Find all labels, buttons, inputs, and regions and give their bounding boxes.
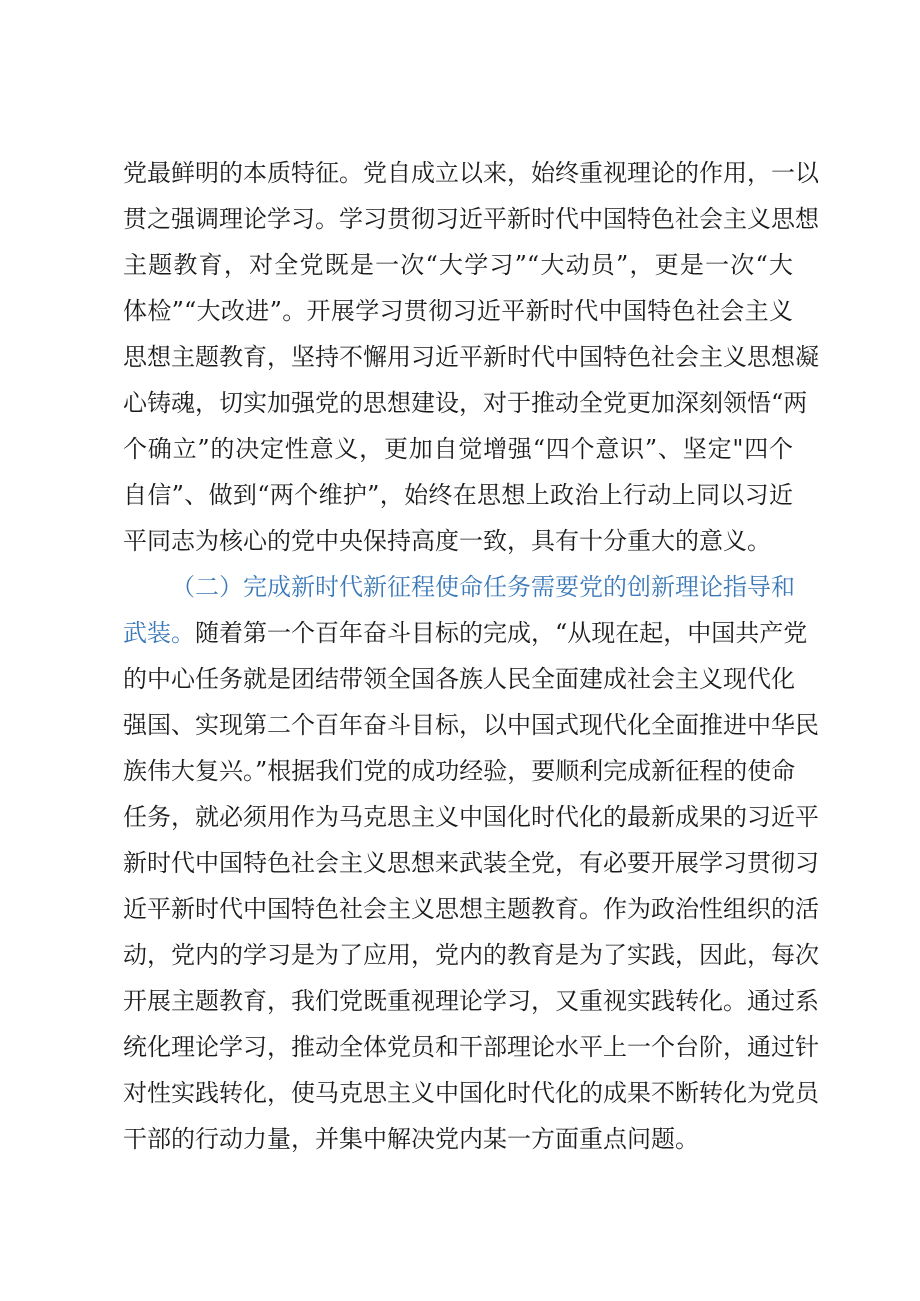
paragraph-line: 体检”“大改进”。开展学习贯彻习近平新时代中国特色社会主义: [123, 297, 793, 325]
paragraph-line: 强国、实现第二个百年奋斗目标，以中国式现代化全面推进中华民: [123, 711, 819, 739]
paragraph-line: [123, 610, 808, 656]
paragraph-line-text: 随着第一个百年奋斗目标的完成，“从现在起，中国共产党: [195, 619, 808, 647]
paragraph-line: 任务，就必须用作为马克思主义中国化时代化的最新成果的习近平: [123, 803, 819, 831]
paragraph-line: 党最鲜明的本质特征。党自成立以来，始终重视理论的作用，一以: [123, 159, 819, 187]
paragraph-line: 干部的行动力量，并集中解决党内某一方面重点问题。: [123, 1125, 699, 1153]
paragraph-line: 心铸魂，切实加强党的思想建设，对于推动全党更加深刻领悟“两: [123, 389, 808, 417]
paragraph-line: 贯之强调理论学习。学习贯彻习近平新时代中国特色社会主义思想: [123, 205, 819, 233]
paragraph-line: 思想主题教育，坚持不懈用习近平新时代中国特色社会主义思想凝: [123, 343, 819, 371]
paragraph-line: 个确立”的决定性意义，更加自觉增强“四个意识”、坚定"四个: [123, 435, 793, 463]
paragraph-line: 对性实践转化，使马克思主义中国化时代化的成果不断转化为党员: [123, 1079, 819, 1107]
paragraph-line: 新时代中国特色社会主义思想来武装全党，有必要开展学习贯彻习: [123, 849, 819, 877]
paragraph-line: 动，党内的学习是为了应用，党内的教育是为了实践，因此，每次: [123, 941, 819, 969]
paragraph-line: 统化理论学习，推动全体党员和干部理论水平上一个台阶，通过针: [123, 1033, 819, 1061]
document-body: [123, 150, 819, 1162]
paragraph-line: 自信”、做到“两个维护”，始终在思想上政治上行动上同以习近: [123, 481, 793, 509]
paragraph-line: 主题教育，对全党既是一次“大学习”“大动员”，更是一次“大: [123, 251, 793, 279]
paragraph-line: 族伟大复兴。”根据我们党的成功经验，要顺利完成新征程的使命: [123, 757, 796, 785]
paragraph-line: 近平新时代中国特色社会主义思想主题教育。作为政治性组织的活: [123, 895, 819, 923]
paragraph-line: 的中心任务就是团结带领全国各族人民全面建成社会主义现代化: [123, 665, 795, 693]
paragraph-line: 平同志为核心的党中央保持高度一致，具有十分重大的意义。: [123, 527, 771, 555]
section-heading-line: （二）完成新时代新征程使命任务需要党的创新理论指导和: [171, 573, 795, 601]
paragraph-line: 开展主题教育，我们党既重视理论学习，又重视实践转化。通过系: [123, 987, 819, 1015]
section-heading-continuation: 武装。: [123, 619, 195, 647]
